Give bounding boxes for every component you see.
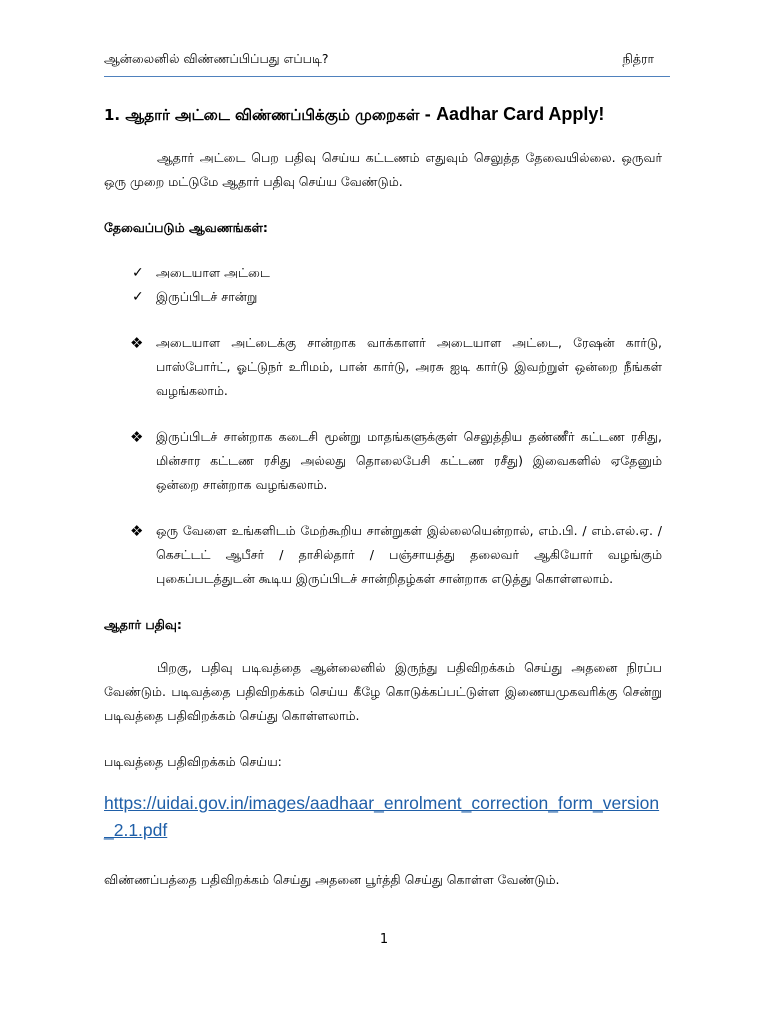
list-item-label: இருப்பிடச் சான்று	[156, 289, 258, 304]
list-item-label: அடையாள அட்டை	[156, 265, 270, 280]
list-item-text: ஒரு வேளை உங்களிடம் மேற்கூறிய சான்றுகள் இல்லையென்றால், எம்.பி. / எம்.எல்.ஏ. / கெசட்டட் ஆபீசர் / தாசில்தார் / பஞ்சாயத்து தலைவர் ஆகியோர் வழங்கும் புகைப்படத்துடன் கூடிய இருப்பிடச் சான்றிதழ்கள் சான்றாக எடுத்து கொள்ளலாம்.	[156, 523, 662, 586]
section-title	[104, 104, 662, 126]
list-item	[104, 425, 662, 497]
documents-heading: தேவைப்படும் ஆவணங்கள்:	[104, 220, 268, 235]
list-item	[104, 331, 662, 403]
diamond-bullet-icon: ❖	[130, 334, 144, 352]
section-title-tamil: ஆதார் அட்டை விண்ணப்பிக்கும் முறைகள் -	[125, 106, 431, 124]
diamond-bullet-icon: ❖	[130, 428, 144, 446]
list-item-text: இருப்பிடச் சான்றாக கடைசி மூன்று மாதங்களுக்குள் செலுத்திய தண்ணீர் கட்டண ரசிது, மின்சார கட்டண ரசிது அல்லது தொலைபேசி கட்டண ரசீது) இவைகளில் ஏதேனும் ஒன்றை சான்றாக வழங்கலாம்.	[156, 429, 662, 492]
download-label: படிவத்தை பதிவிறக்கம் செய்ய:	[104, 754, 282, 769]
list-item-text: அடையாள அட்டைக்கு சான்றாக வாக்காளர் அடையாள அட்டை, ரேஷன் கார்டு, பாஸ்போர்ட், ஓட்டுநர் உரிமம், பான் கார்டு, அரசு ஐடி கார்டு இவற்றுள் ஒன்றை நீங்கள் வழங்கலாம்.	[156, 335, 662, 398]
diamond-bullet-icon: ❖	[130, 522, 144, 540]
page-header	[104, 50, 670, 77]
check-mark-icon: ✓	[132, 289, 144, 305]
closing-paragraph: விண்ணப்பத்தை பதிவிறக்கம் செய்து அதனை பூர்த்தி செய்து கொள்ள வேண்டும்.	[104, 872, 560, 887]
page-number: 1	[379, 932, 389, 947]
registration-paragraph: பிறகு, பதிவு படிவத்தை ஆன்லைனில் இருந்து பதிவிறக்கம் செய்து அதனை நிரப்ப வேண்டும். படிவத்தை பதிவிறக்கம் செய்ய கீழே கொடுக்கப்பட்டுள்ள இணையமுகவரிக்கு சென்று படிவத்தை பதிவிறக்கம் செய்து கொள்ளலாம்.	[104, 660, 662, 723]
document-notes-list	[104, 331, 662, 591]
document-body	[104, 104, 662, 892]
intro-paragraph: ஆதார் அட்டை பெற பதிவு செய்ய கட்டணம் எதுவும் செலுத்த தேவையில்லை. ஒருவர் ஒரு முறை மட்டுமே ஆதார் பதிவு செய்ய வேண்டும்.	[104, 150, 662, 189]
list-item	[104, 285, 662, 309]
section-number: 1.	[104, 106, 121, 124]
list-item	[104, 261, 662, 285]
required-documents-list	[104, 261, 662, 309]
check-mark-icon: ✓	[132, 265, 144, 281]
form-download-link[interactable]: https://uidai.gov.in/images/aadhaar_enrolment_correction_form_version_2.1.pdf	[104, 793, 660, 840]
header-title: ஆன்லைனில் விண்ணப்பிப்பது எப்படி?	[104, 51, 329, 66]
section-title-english: Aadhar Card Apply!	[436, 104, 605, 124]
registration-heading: ஆதார் பதிவு:	[104, 617, 182, 632]
list-item	[104, 519, 662, 591]
header-publisher: நித்ரா	[622, 51, 654, 66]
